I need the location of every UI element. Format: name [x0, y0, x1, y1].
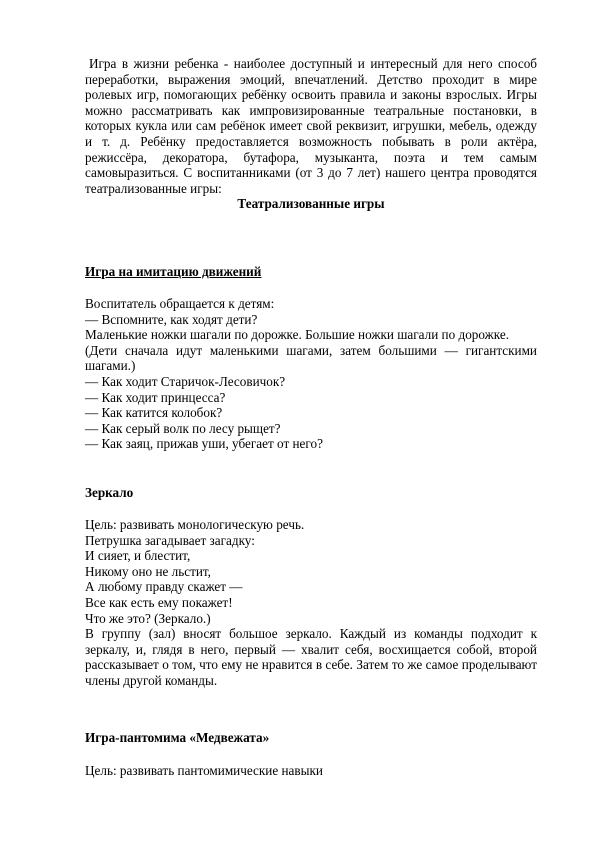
game1-line: — Как заяц, прижав уши, убегает от него? [85, 436, 323, 452]
game1-line: — Как ходит принцесса? [85, 389, 226, 405]
game2-line: Все как есть ему покажет! [85, 594, 233, 610]
game2-paragraph: В группу (зал) вносят большое зеркало. Каждый из команды подходит к зеркалу, и, глядя в него, первый — хвалит себя, восхищается собой, второй рассказывает о том, что ему не нравится в себе. Затем то же самое проделывают члены другой команды. [85, 626, 537, 688]
game3-goal: Цель: развивать пантомимические навыки [85, 763, 323, 778]
game3-title: Игра-пантомима «Медвежата» [85, 730, 270, 745]
game1-title: Игра на имитацию движений [85, 264, 262, 279]
game1-line: — Как серый волк по лесу рыщет? [85, 420, 281, 436]
game2-title: Зеркало [85, 485, 134, 500]
game1-line: — Вспомните, как ходят дети? [85, 311, 258, 327]
game2-line: Петрушка загадывает загадку: [85, 532, 255, 548]
game3-section [85, 730, 537, 746]
intro-paragraph: Игра в жизни ребенка - наиболее доступный и интересный для него способ переработки, выражения эмоций, впечатлений. Детство проходит в мире ролевых игр, помогающих ребёнку освоить правила и законы взрослых. Игры можно рассматривать как импровизированные театральные постановки, в которых кукла или сам ребёнок имеет свой реквизит, игрушки, мебель, одежду и т. д. Ребёнку предоставляется возможность побывать в роли актёра, режиссёра, декоратора, бутафора, музыканта, поэта и тем самым самовыразиться. С воспитанниками (от 3 до 7 лет) нашего центра проводятся театрализованные игры: [85, 56, 537, 196]
game2-line: Что же это? (Зеркало.) [85, 610, 211, 626]
game1-line: — Как катится колобок? [85, 405, 223, 421]
game2-section [85, 485, 537, 501]
game2-body [85, 517, 537, 689]
section-title: Театрализованные игры [237, 196, 385, 212]
game1-section [85, 264, 537, 280]
game1-note: (Дети сначала идут маленькими шагами, затем большими — гигантскими шагами.) [85, 342, 537, 374]
game3-body [85, 763, 537, 779]
game2-line: А любому правду скажет — [85, 579, 243, 595]
game1-line: Воспитатель обращается к детям: [85, 296, 275, 311]
game1-line: — Как ходит Старичок-Лесовичок? [85, 373, 286, 389]
game2-line: Цель: развивать монологическую речь. [85, 517, 305, 532]
game1-line: Маленькие ножки шагали по дорожке. Большие ножки шагали по дорожке. [85, 327, 509, 343]
game2-line: И сияет, и блестит, [85, 548, 191, 564]
game1-body [85, 296, 537, 452]
game2-line: Никому оно не льстит, [85, 563, 211, 579]
intro-section [85, 56, 537, 212]
